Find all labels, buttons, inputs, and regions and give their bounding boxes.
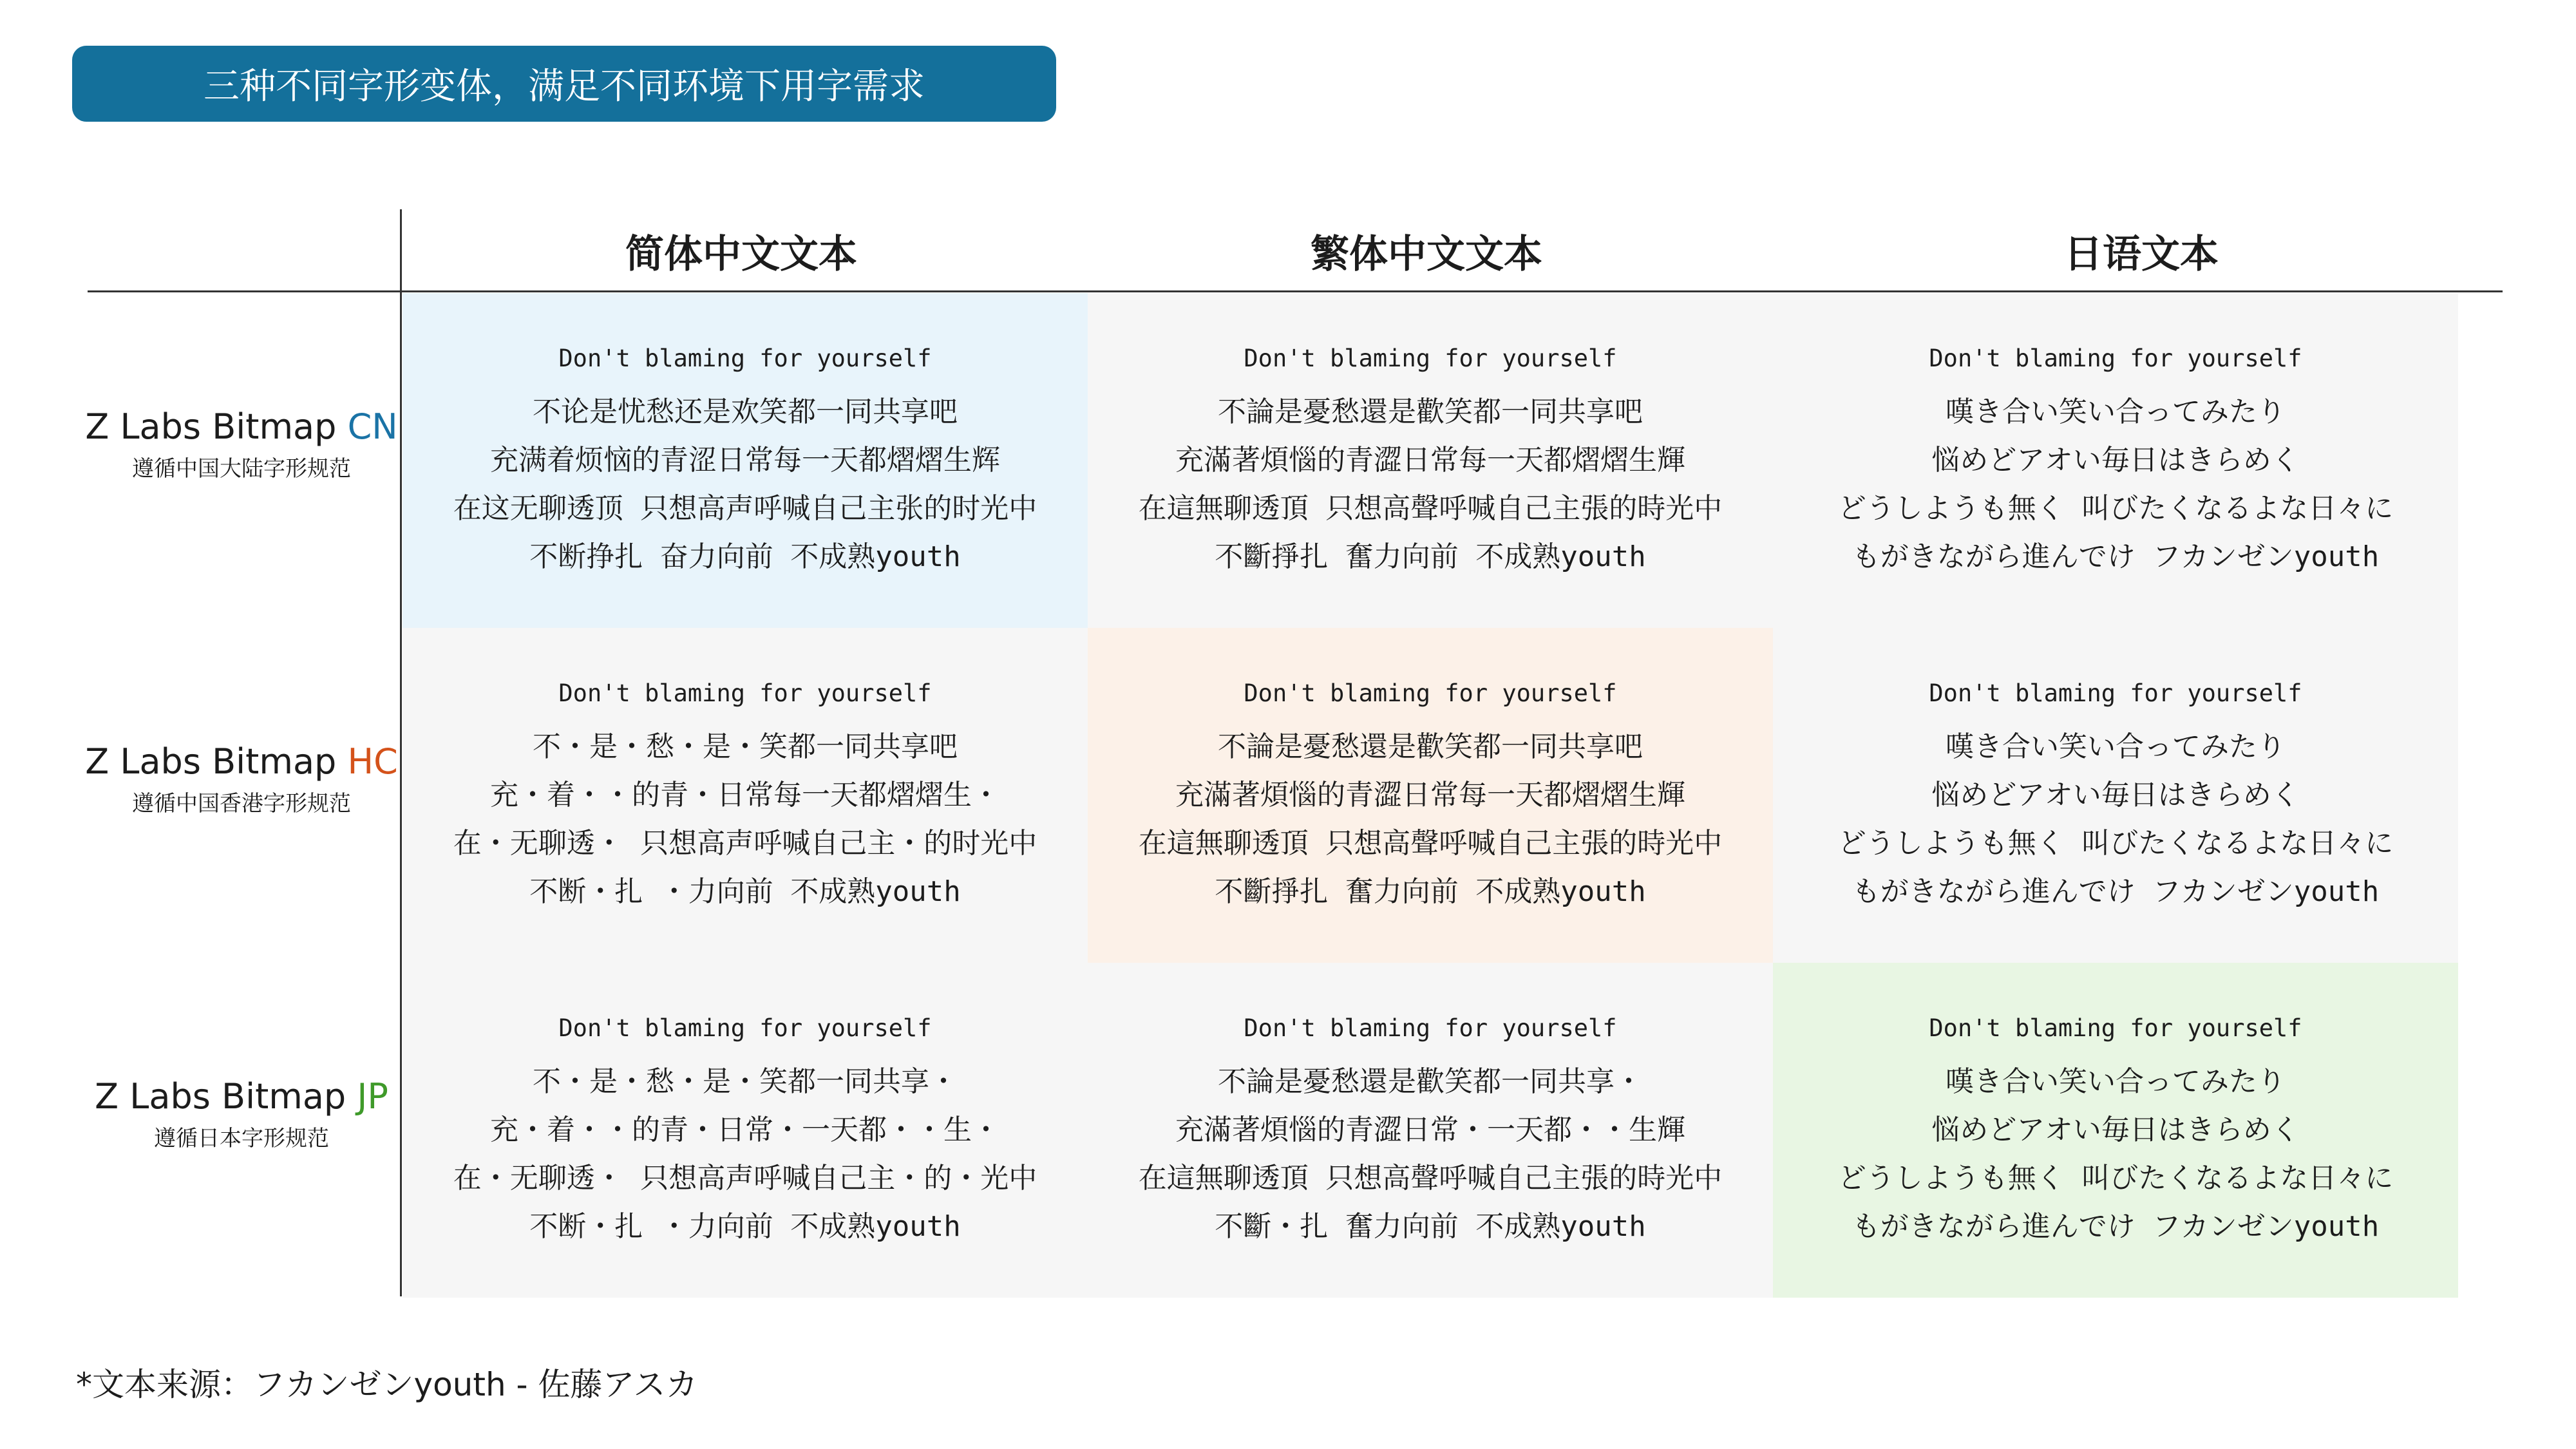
sample-line: 不断・扎 ・力向前 不成熟youth (529, 875, 961, 908)
sample-cell-jp-simplified (402, 963, 1088, 1298)
font-spec: 遵循中国大陆字形规范 (132, 456, 351, 482)
sample-line: 充满着烦恼的青涩日常每一天都熠熠生辉 (490, 443, 1000, 477)
sample-line: 不斷掙扎 奮力向前 不成熟youth (1215, 875, 1646, 908)
sample-line: 悩めどアオい毎日はきらめく (1931, 1113, 2300, 1146)
sample-line: 不・是・愁・是・笑都一同共享・ (533, 1065, 958, 1098)
sample-english: Don't blaming for yourself (1244, 1014, 1617, 1042)
font-name (85, 741, 398, 782)
font-code: JP (357, 1076, 388, 1117)
column-header-traditional: 繁体中文文本 (1311, 232, 1542, 277)
table-vertical-divider (400, 209, 402, 1296)
sample-cell-cn-simplified (402, 293, 1088, 628)
sample-line: もがきながら進んでけ フカンゼンyouth (1852, 540, 2380, 573)
sample-line: 在这无聊透顶 只想高声呼喊自己主张的时光中 (453, 491, 1037, 525)
sample-line: 悩めどアオい毎日はきらめく (1931, 443, 2300, 477)
sample-english: Don't blaming for yourself (1244, 679, 1617, 707)
font-name-prefix: Z Labs Bitmap (85, 406, 348, 447)
sample-line: どうしようも無く 叫びたくなるよな日々に (1837, 1161, 2394, 1195)
sample-english: Don't blaming for yourself (558, 679, 932, 707)
sample-line: 不論是憂愁還是歡笑都一同共享吧 (1218, 395, 1643, 428)
row-header-cn (85, 380, 398, 509)
sample-line: 在這無聊透頂 只想高聲呼喊自己主張的時光中 (1138, 826, 1723, 860)
sample-line: 不断挣扎 奋力向前 不成熟youth (529, 540, 961, 573)
table-header-divider (88, 290, 2503, 292)
source-footnote: *文本来源：フカンゼンyouth - 佐藤アスカ (76, 1366, 698, 1403)
sample-english: Don't blaming for yourself (1929, 344, 2302, 372)
row-header-hc (85, 715, 398, 844)
sample-line: 不論是憂愁還是歡笑都一同共享吧 (1218, 730, 1643, 763)
sample-line: 不斷掙扎 奮力向前 不成熟youth (1215, 540, 1646, 573)
sample-line: 嘆き合い笑い合ってみたり (1946, 395, 2286, 428)
font-name (95, 1076, 388, 1117)
font-spec: 遵循日本字形规范 (154, 1126, 329, 1151)
sample-english: Don't blaming for yourself (1929, 1014, 2302, 1042)
sample-english: Don't blaming for yourself (558, 1014, 932, 1042)
sample-cell-jp-japanese (1773, 963, 2458, 1298)
sample-line: 不斷・扎 奮力向前 不成熟youth (1215, 1209, 1646, 1243)
sample-cell-cn-traditional (1088, 293, 1773, 628)
page-title: 三种不同字形变体，满足不同环境下用字需求 (204, 66, 925, 108)
column-header-japanese: 日语文本 (2064, 232, 2219, 277)
sample-cell-hc-japanese (1773, 628, 2458, 963)
sample-line: 不論是憂愁還是歡笑都一同共享・ (1218, 1065, 1643, 1098)
sample-line: 充滿著煩惱的青澀日常每一天都熠熠生輝 (1175, 443, 1685, 477)
column-header-simplified: 简体中文文本 (625, 232, 857, 277)
sample-english: Don't blaming for yourself (1929, 679, 2302, 707)
sample-line: 在・无聊透・ 只想高声呼喊自己主・的・光中 (453, 1161, 1037, 1195)
sample-cell-hc-traditional (1088, 628, 1773, 963)
sample-line: 不断・扎 ・力向前 不成熟youth (529, 1209, 961, 1243)
sample-line: どうしようも無く 叫びたくなるよな日々に (1837, 826, 2394, 860)
sample-line: どうしようも無く 叫びたくなるよな日々に (1837, 491, 2394, 525)
sample-line: 不论是忧愁还是欢笑都一同共享吧 (533, 395, 958, 428)
font-code: CN (347, 406, 398, 447)
sample-line: 嘆き合い笑い合ってみたり (1946, 1065, 2286, 1098)
font-spec: 遵循中国香港字形规范 (132, 791, 351, 817)
sample-line: 充滿著煩惱的青澀日常每一天都熠熠生輝 (1175, 778, 1685, 811)
row-header-jp (90, 1050, 393, 1179)
sample-cell-cn-japanese (1773, 293, 2458, 628)
title-badge (72, 46, 1056, 122)
sample-line: もがきながら進んでけ フカンゼンyouth (1852, 1209, 2380, 1243)
sample-line: もがきながら進んでけ フカンゼンyouth (1852, 875, 2380, 908)
sample-english: Don't blaming for yourself (558, 344, 932, 372)
sample-line: 不・是・愁・是・笑都一同共享吧 (533, 730, 958, 763)
sample-cell-jp-traditional (1088, 963, 1773, 1298)
sample-line: 充・着・・的青・日常每一天都熠熠生・ (490, 778, 1000, 811)
sample-english: Don't blaming for yourself (1244, 344, 1617, 372)
font-name (85, 406, 397, 447)
sample-line: 充滿著煩惱的青澀日常・一天都・・生輝 (1175, 1113, 1685, 1146)
sample-line: 嘆き合い笑い合ってみたり (1946, 730, 2286, 763)
sample-line: 充・着・・的青・日常・一天都・・生・ (490, 1113, 1000, 1146)
font-code: HC (347, 741, 398, 782)
sample-line: 在這無聊透頂 只想高聲呼喊自己主張的時光中 (1138, 491, 1723, 525)
sample-cell-hc-simplified (402, 628, 1088, 963)
font-name-prefix: Z Labs Bitmap (85, 741, 348, 782)
sample-line: 悩めどアオい毎日はきらめく (1931, 778, 2300, 811)
font-name-prefix: Z Labs Bitmap (95, 1076, 357, 1117)
sample-line: 在・无聊透・ 只想高声呼喊自己主・的时光中 (453, 826, 1037, 860)
sample-line: 在這無聊透頂 只想高聲呼喊自己主張的時光中 (1138, 1161, 1723, 1195)
